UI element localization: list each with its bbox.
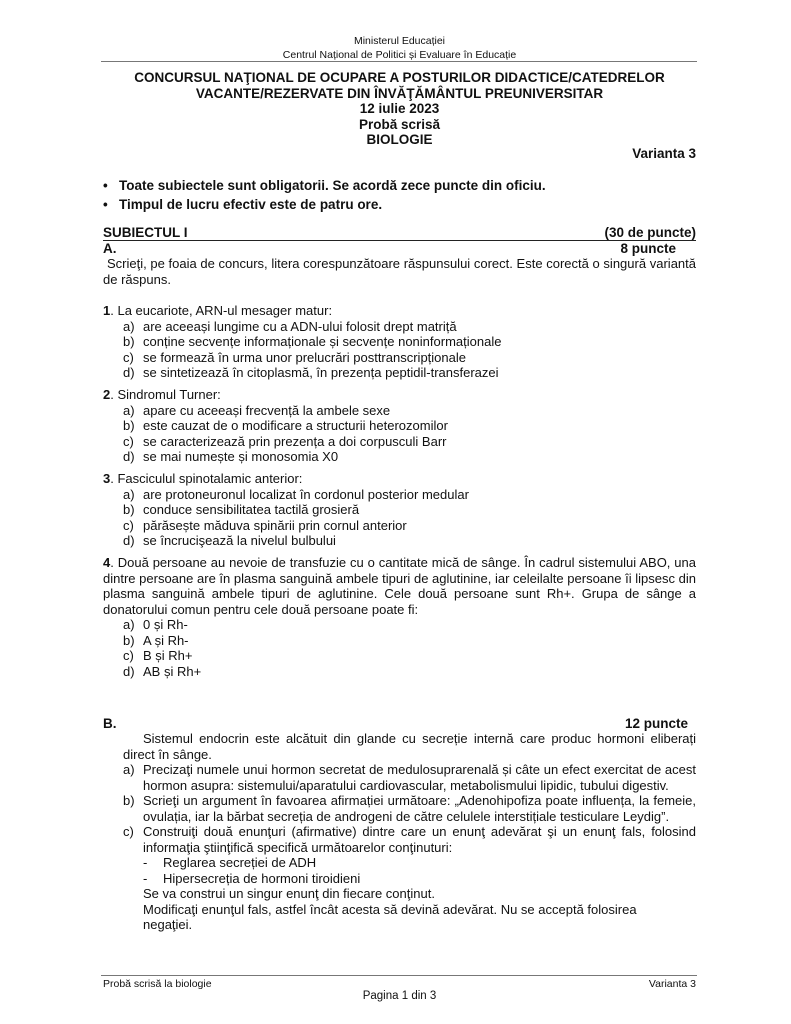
content-text: Hipersecreția de hormoni tiroidieni [163,870,361,886]
option-text: are aceeași lungime cu a ADN-ului folosit drept matriță [143,318,457,334]
footer-divider [101,975,697,976]
rule-text: Toate subiectele sunt obligatorii. Se acordă zece puncte din oficiu. [119,178,546,193]
page-footer [103,978,696,990]
answer-option [103,319,696,335]
option-text: 0 și Rh- [143,617,188,632]
task-item [103,793,696,824]
option-letter: b) [123,632,135,648]
task-letter: c) [123,824,134,839]
question-number: 3 [103,471,111,486]
option-letter: d) [123,449,135,464]
task-letter: a) [123,762,135,777]
option-letter: a) [123,318,135,334]
part-b-body [103,731,696,933]
question-3 [103,471,696,549]
question-number: 4 [103,555,111,570]
option-letter: a) [123,402,135,418]
title-line-1: CONCURSUL NAŢIONAL DE OCUPARE A POSTURILOR DIDACTICE/CATEDRELOR [134,70,665,85]
option-text: părăsește măduva spinării prin cornul anterior [143,517,407,533]
part-a-instruction: Scrieţi, pe foaia de concurs, litera corespunzătoare răspunsului corect. Este corectă o singură variantă de răspuns. [103,256,696,287]
question-number: 2 [103,387,111,402]
answer-option [103,617,696,633]
answer-option [103,648,696,664]
answer-option [103,418,696,434]
document-title [103,70,696,148]
part-a-label: A. [103,241,117,256]
option-text: AB și Rh+ [143,663,202,679]
part-b-label: B. [103,716,117,731]
dash-icon: - [143,855,148,870]
option-text: conține secvențe informaționale și secvențe noninformaționale [143,334,502,349]
option-letter: d) [123,663,135,679]
option-text: are protoneuronul localizat în cordonul posterior medular [143,486,469,502]
answer-option [103,334,696,350]
answer-option [103,633,696,649]
option-letter: c) [123,648,134,663]
option-text: conduce sensibilitatea tactilă grosieră [143,502,360,517]
footer-variant: Varianta 3 [648,978,696,990]
option-text: A și Rh- [143,632,189,648]
option-letter: b) [123,502,135,517]
bullet-icon: • [103,197,108,212]
answer-option [103,664,696,680]
option-letter: c) [123,433,134,449]
part-b-points: 12 puncte [624,716,688,731]
question-number: 1 [103,303,111,318]
exam-type: Probă scrisă [358,116,441,132]
option-text: se sintetizează în citoplasmă, în prezența peptidil-transferazei [143,365,499,380]
task-item [103,824,696,855]
rule-item [103,176,696,195]
rule-item [103,195,696,214]
option-letter: b) [123,334,135,349]
rules-list [103,176,696,214]
subject-label: SUBIECTUL I [103,225,188,240]
question-1 [103,303,696,381]
note-1: Se va construi un singur enunţ din fiecare conţinut. [143,886,435,901]
option-text: B și Rh+ [143,648,193,663]
exam-subject: BIOLOGIE [366,132,433,147]
option-letter: b) [123,418,135,433]
note-2: Modificaţi enunţul fals, astfel încât acesta să devină adevărat. Nu se acceptă folosirea negaţiei. [143,901,637,932]
task-text: Scrieţi un argument în favoarea afirmației următoare: „Adenohipofiza poate influența, la femeie, ovulația, iar la bărbat secreția de androgeni de către celulele interstițiale testiculare Leydig”. [143,793,696,824]
task-text: Construiţi două enunţuri (afirmative) dintre care un enunţ adevărat şi un enunţ fals, folosind informaţia ştiinţifică specifică următoarelor conţinuturi: [143,824,696,855]
part-a-points: 8 puncte [620,241,676,256]
question-text: . La eucariote, ARN-ul mesager matur: [110,303,333,318]
option-text: este cauzat de o modificare a structurii heterozomilor [143,418,448,433]
question-text: . Fasciculul spinotalamic anterior: [110,471,303,486]
option-letter: d) [123,533,135,548]
option-letter: c) [123,517,134,533]
answer-option [103,487,696,503]
option-letter: d) [123,365,135,380]
task-letter: b) [123,793,135,808]
answer-option [103,518,696,534]
subject-points: (30 de puncte) [604,225,696,240]
question-text: . Două persoane au nevoie de transfuzie cu o cantitate mică de sânge. În cadrul sistemului ABO, una dintre persoane are în plasma sanguină ambele tipuri de aglutinine, iar celeilalte persoane îi lipsesc din plasma sanguină ambele tipuri de aglutinine. Cele două persoane sunt Rh+. Grupa de sânge a donatorului comun pentru cele două persoane poate fi: [103,555,696,617]
option-text: se mai numește și monosomia X0 [143,449,339,464]
answer-option [103,449,696,465]
content-text: Reglarea secreției de ADH [163,855,317,870]
subject-heading [103,225,696,241]
task-text: Precizaţi numele unui hormon secretat de medulosuprarenală și câte un efect exercitat de acest hormon asupra: sistemului/aparatului cardiovascular, metabolismului lipidic, tubului digestiv. [143,762,696,793]
content-item [103,855,696,871]
part-b-heading [103,716,696,731]
answer-option [103,350,696,366]
answer-option [103,502,696,518]
content-item [103,871,696,887]
question-4 [103,555,696,679]
page-header [103,34,696,62]
variant-label: Varianta 3 [632,146,696,161]
option-text: se formează în urma unor prelucrări posttranscripționale [143,349,466,365]
bullet-icon: • [103,178,108,193]
question-2 [103,387,696,465]
option-letter: a) [123,617,135,632]
ministry-name: Ministerul Educației [353,35,446,47]
center-name: Centrul Național de Politici și Evaluare în Educație [282,49,517,61]
rule-text: Timpul de lucru efectiv este de patru ore. [119,197,383,212]
title-line-2: VACANTE/REZERVATE DIN ÎNVĂŢĂMÂNTUL PREUNIVERSITAR [195,85,604,101]
option-letter: c) [123,349,134,365]
option-text: apare cu aceeași frecvență la ambele sexe [143,402,391,418]
option-letter: a) [123,486,135,502]
page-number: Pagina 1 din 3 [362,990,437,1002]
footer-exam-name: Probă scrisă la biologie [103,978,212,990]
task-item [103,762,696,793]
header-divider [101,61,697,62]
answer-option [103,533,696,549]
question-text: . Sindromul Turner: [110,387,221,402]
option-text: se caracterizează prin prezența a doi corpusculi Barr [143,433,447,449]
part-b-intro-text: Sistemul endocrin este alcătuit din glande cu secreție internă care produc hormoni eliberați direct în sânge. [123,731,696,762]
answer-option [103,403,696,419]
part-a-heading [103,241,696,256]
answer-option [103,434,696,450]
answer-option [103,365,696,381]
option-text: se încrucişează la nivelul bulbului [143,533,336,548]
dash-icon: - [143,870,148,886]
exam-date: 12 iulie 2023 [359,101,440,116]
